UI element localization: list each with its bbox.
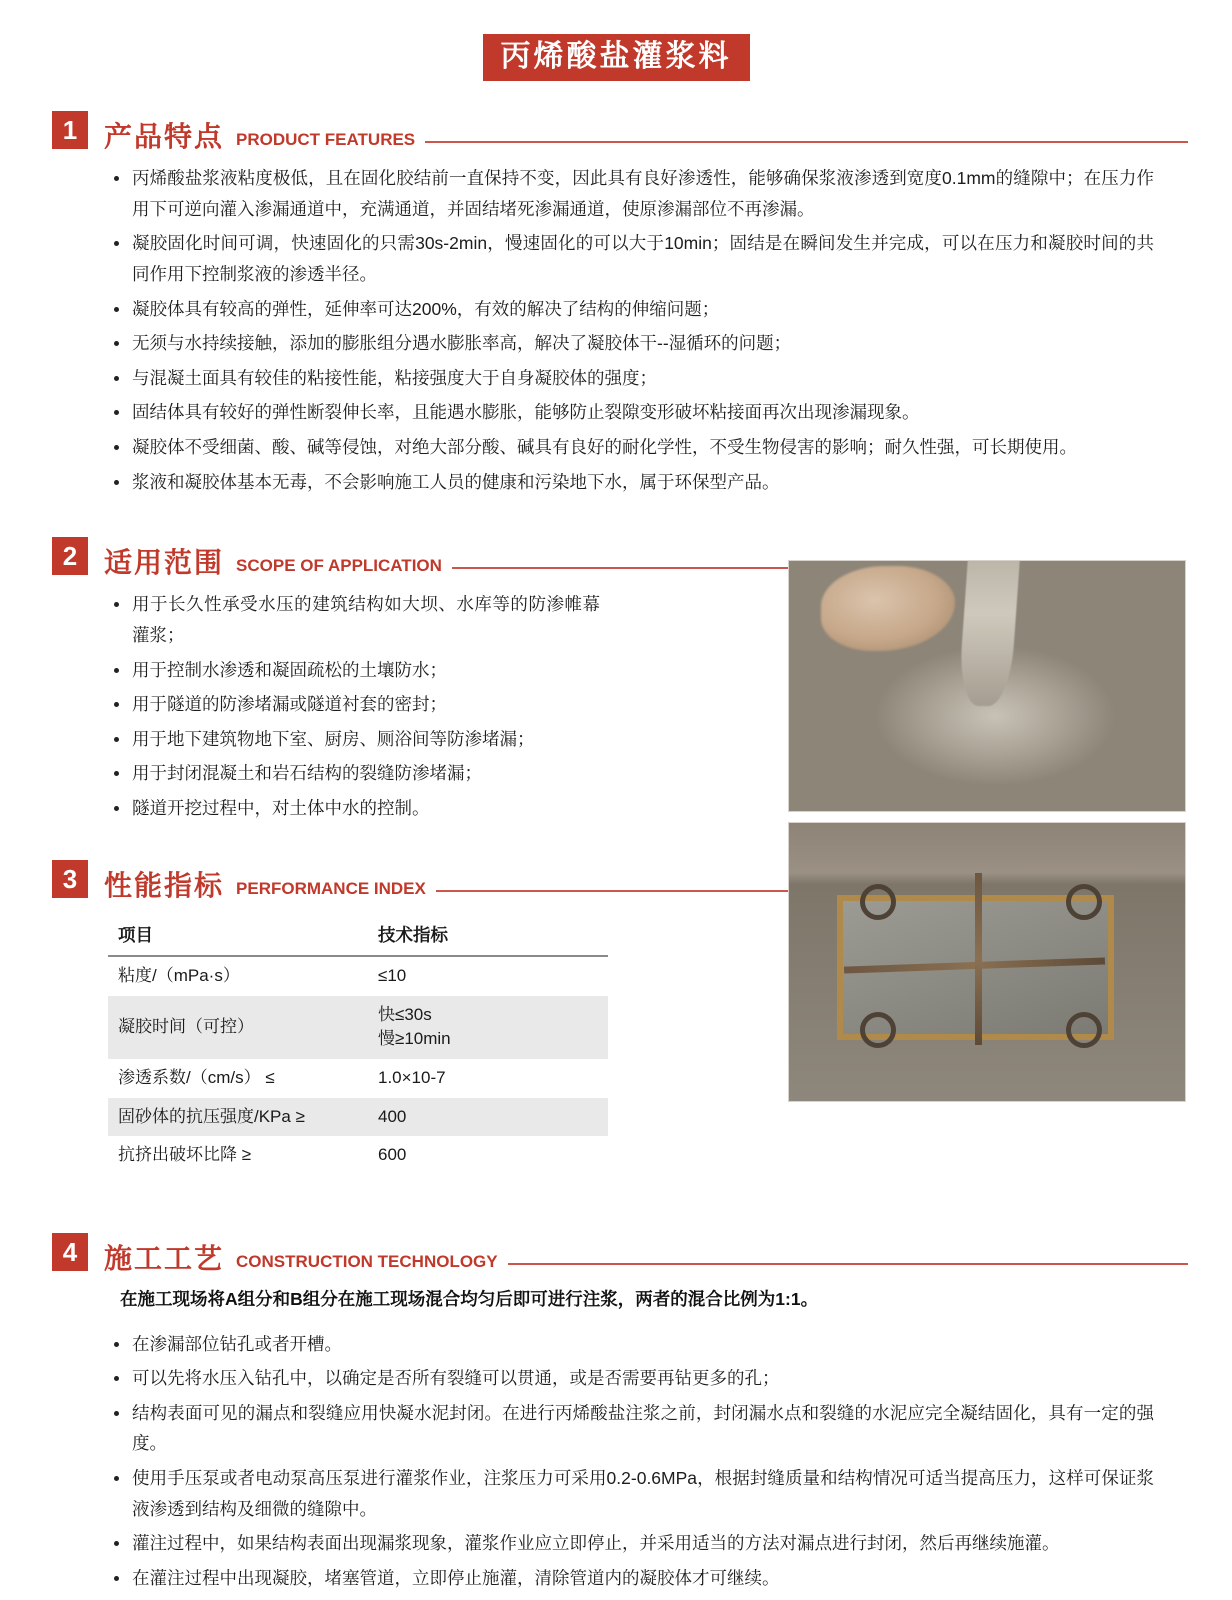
value-line-slow: 慢≥10min: [378, 1029, 451, 1049]
table-header-item: 项目: [108, 916, 368, 956]
photo-ring: [1066, 1012, 1102, 1048]
section-body-3: [0, 916, 600, 1175]
table-cell-item: 粘度/（mPa·s）: [108, 956, 368, 996]
table-cell-value: ≤10: [368, 956, 608, 996]
table-cell-value: [368, 996, 608, 1059]
scope-list: [108, 589, 600, 823]
list-item: 用于地下建筑物地下室、厨房、厕浴间等防渗堵漏；: [108, 724, 600, 755]
list-item: 固结体具有较好的弹性断裂伸长率，且能遇水膨胀，能够防止裂隙变形破坏粘接面再次出现渗漏现象。: [108, 397, 1154, 428]
table-cell-value: 1.0×10-7: [368, 1059, 608, 1098]
grouting-site-photo: [788, 822, 1186, 1102]
section-title-en-2: SCOPE OF APPLICATION: [236, 556, 442, 576]
section-header-1: [0, 111, 1232, 152]
feature-list: [108, 163, 1154, 497]
list-item: 凝胶固化时间可调，快速固化的只需30s-2min，慢速固化的可以大于10min；固结是在瞬间发生并完成，可以在压力和凝胶时间的共同作用下控制浆液的渗透半径。: [108, 228, 1154, 289]
table-cell-item: 凝胶时间（可控）: [108, 996, 368, 1059]
table-cell-item: 渗透系数/（cm/s） ≤: [108, 1059, 368, 1098]
list-item: 用于封闭混凝土和岩石结构的裂缝防渗堵漏；: [108, 758, 600, 789]
list-item: 结构表面可见的漏点和裂缝应用快凝水泥封闭。在进行丙烯酸盐注浆之前，封闭漏水点和裂缝的水泥应完全凝结固化，具有一定的强度。: [108, 1398, 1154, 1459]
table-row: [108, 1098, 608, 1137]
section-title-en-4: CONSTRUCTION TECHNOLOGY: [236, 1251, 498, 1271]
table-header-value: 技术指标: [368, 916, 608, 956]
photo-image: [789, 561, 1185, 811]
section-body-2: [0, 589, 600, 823]
section-number-1: 1: [52, 111, 88, 149]
section-title-cn-1: 产品特点: [104, 121, 225, 152]
list-item: 凝胶体不受细菌、酸、碱等侵蚀，对绝大部分酸、碱具有良好的耐化学性，不受生物侵害的影响；耐久性强，可长期使用。: [108, 432, 1154, 463]
table-cell-item: 抗挤出破坏比降 ≥: [108, 1136, 368, 1175]
list-item: 隧道开挖过程中，对土体中水的控制。: [108, 793, 600, 824]
section-rule-4: [508, 1263, 1188, 1265]
section-title-cn-4: 施工工艺: [104, 1242, 225, 1274]
list-item: 灌注过程中，如果结构表面出现漏浆现象，灌浆作业应立即停止，并采用适当的方法对漏点进行封闭，然后再继续施灌。: [108, 1528, 1154, 1559]
value-line-fast: 快≤30s: [378, 1004, 432, 1024]
table-row: [108, 1136, 608, 1175]
grout-pouring-photo: [788, 560, 1186, 812]
list-item: 用于长久性承受水压的建筑结构如大坝、水库等的防渗帷幕灌浆；: [108, 589, 600, 650]
section-body-4: [0, 1285, 1232, 1594]
section-title-en-3: PERFORMANCE INDEX: [236, 878, 426, 898]
section-body-1: [0, 163, 1232, 497]
list-item: 凝胶体具有较高的弹性，延伸率可达200%，有效的解决了结构的伸缩问题；: [108, 294, 1154, 325]
section-number-3: 3: [52, 860, 88, 898]
list-item: 用于控制水渗透和凝固疏松的土壤防水；: [108, 655, 600, 686]
section-title-en-1: PRODUCT FEATURES: [236, 130, 416, 149]
table-row: [108, 956, 608, 996]
section-title-cn-3: 性能指标: [104, 869, 225, 901]
construction-lead-note: 在施工现场将A组分和B组分在施工现场混合均匀后即可进行注浆，两者的混合比例为1:1。: [120, 1288, 819, 1309]
section-header-4: [0, 1233, 1232, 1274]
table-row: [108, 996, 608, 1059]
photo-image: [789, 823, 1185, 1101]
table-row: [108, 1059, 608, 1098]
value-lines: [378, 1003, 598, 1052]
list-item: 使用手压泵或者电动泵高压泵进行灌浆作业，注浆压力可采用0.2-0.6MPa，根据封缝质量和结构情况可适当提高压力，这样可保证浆液渗透到结构及细微的缝隙中。: [108, 1463, 1154, 1524]
title-banner: [0, 0, 1232, 81]
list-item: 丙烯酸盐浆液粘度极低，且在固化胶结前一直保持不变，因此具有良好渗透性，能够确保浆液渗透到宽度0.1mm的缝隙中；在压力作用下可逆向灌入渗漏通道中，充满通道，并固结堵死渗漏通道，使原渗漏部位不再渗漏。: [108, 163, 1154, 224]
section-number-2: 2: [52, 537, 88, 575]
page-title: 丙烯酸盐灌浆料: [483, 34, 750, 81]
list-item: 浆液和凝胶体基本无毒，不会影响施工人员的健康和污染地下水，属于环保型产品。: [108, 467, 1154, 498]
list-item: 无须与水持续接触，添加的膨胀组分遇水膨胀率高，解决了凝胶体干--湿循环的问题；: [108, 328, 1154, 359]
list-item: 在渗漏部位钻孔或者开槽。: [108, 1329, 1154, 1360]
section-rule-1: [425, 141, 1188, 143]
table-cell-value: 600: [368, 1136, 608, 1175]
section-number-4: 4: [52, 1233, 88, 1271]
section-title-cn-2: 适用范围: [104, 547, 225, 579]
table-cell-item: 固砂体的抗压强度/KPa ≥: [108, 1098, 368, 1137]
photo-ring: [860, 1012, 896, 1048]
performance-table: [108, 916, 608, 1175]
list-item: 用于隧道的防渗堵漏或隧道衬套的密封；: [108, 689, 600, 720]
photo-bar-vertical: [975, 873, 982, 1045]
table-header-row: [108, 916, 608, 956]
list-item: 在灌注过程中出现凝胶，堵塞管道，立即停止施灌，清除管道内的凝胶体才可继续。: [108, 1563, 1154, 1594]
list-item: 可以先将水压入钻孔中，以确定是否所有裂缝可以贯通，或是否需要再钻更多的孔；: [108, 1363, 1154, 1394]
table-cell-value: 400: [368, 1098, 608, 1137]
list-item: 与混凝土面具有较佳的粘接性能，粘接强度大于自身凝胶体的强度；: [108, 363, 1154, 394]
spacer: [0, 1175, 1232, 1189]
construction-list: [108, 1329, 1154, 1594]
